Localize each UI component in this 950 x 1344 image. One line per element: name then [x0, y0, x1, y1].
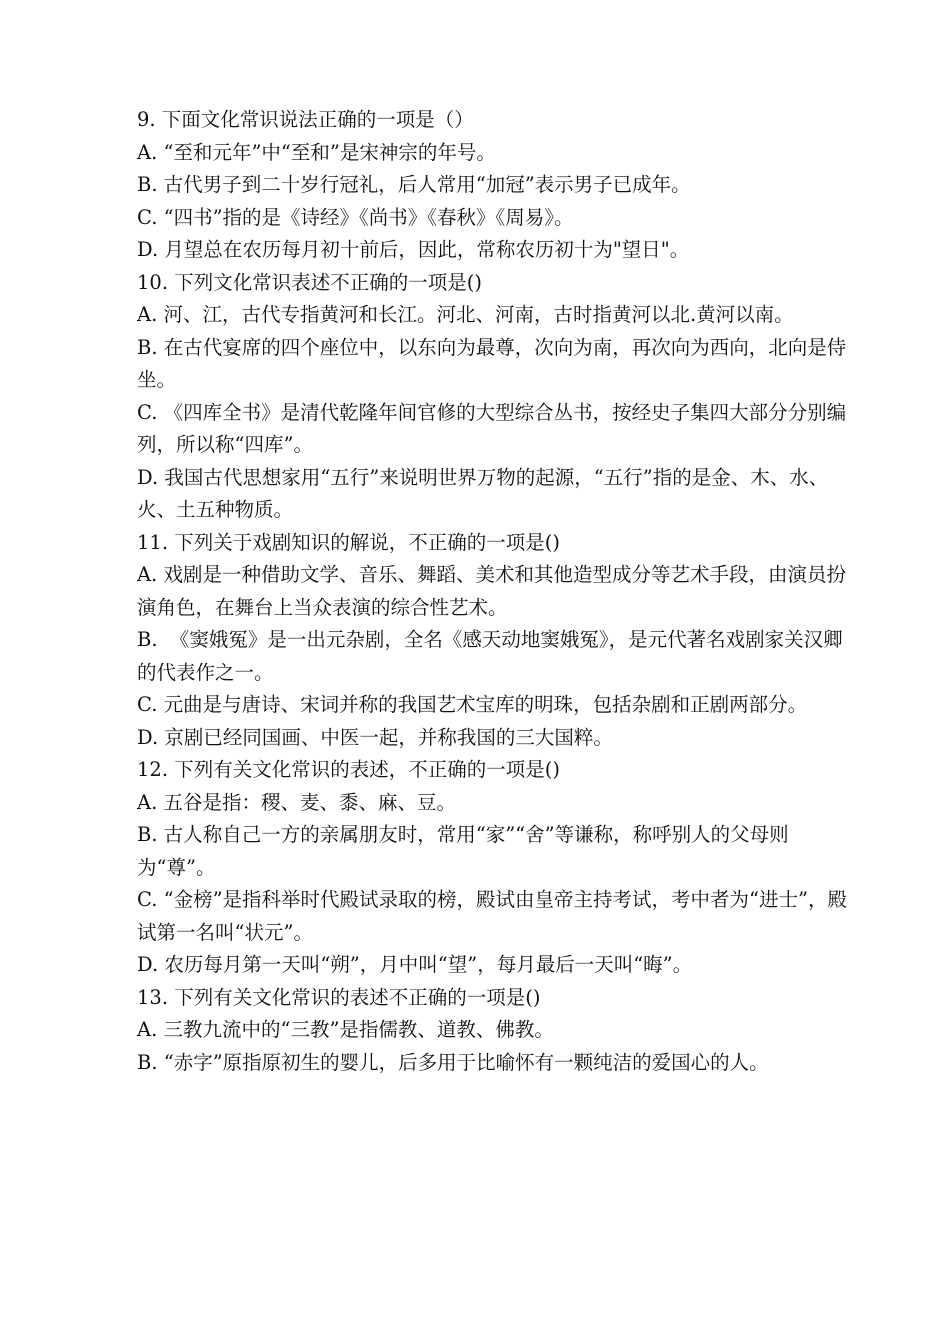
question-13 [137, 982, 850, 1080]
option-b: B. “赤字”原指原初生的婴儿，后多用于比喻怀有一颗纯洁的爱国心的人。 [137, 1050, 769, 1074]
question-9 [137, 104, 850, 267]
option-b: B. 《窦娥冤》是一出元杂剧，全名《感天动地窦娥冤》，是元代著名戏剧家关汉卿的代表作之一。 [137, 628, 843, 684]
question-stem: 9. 下面文化常识说法正确的一项是（） [137, 108, 474, 131]
question-stem: 13. 下列有关文化常识的表述不正确的一项是() [137, 985, 541, 1009]
option-d: D. 月望总在农历每月初十前后，因此，常称农历初十为"望日"。 [137, 238, 690, 261]
option-d: D. 京剧已经同国画、中医一起，并称我国的三大国粹。 [137, 725, 613, 749]
option-c: C. “金榜”是指科举时代殿试录取的榜，殿试由皇帝主持考试，考中者为“进士”，殿试第一名叫“状元”。 [137, 888, 847, 944]
option-a: A. 三教九流中的“三教”是指儒教、道教、佛教。 [137, 1018, 554, 1041]
option-a: A. 五谷是指：稷、麦、黍、麻、豆。 [137, 790, 456, 814]
question-10 [137, 267, 850, 527]
option-c: C. “四书”指的是《诗经》《尚书》《春秋》《周易》。 [137, 205, 574, 229]
question-stem: 12. 下列有关文化常识的表述，不正确的一项是() [137, 758, 560, 781]
option-c: C. 元曲是与唐诗、宋词并称的我国艺术宝库的明珠，包括杂剧和正剧两部分。 [137, 693, 808, 716]
question-stem: 11. 下列关于戏剧知识的解说，不正确的一项是() [137, 530, 560, 554]
option-b: B. 在古代宴席的四个座位中，以东向为最尊，次向为南，再次向为西向，北向是侍坐。 [137, 335, 847, 391]
option-a: A. 戏剧是一种借助文学、音乐、舞蹈、美术和其他造型成分等艺术手段，由演员扮演角色，在舞台上当众表演的综合性艺术。 [137, 563, 846, 619]
option-a: A. 河、江，古代专指黄河和长江。河北、河南，古时指黄河以北.黄河以南。 [137, 303, 794, 326]
question-12 [137, 754, 850, 982]
option-a: A. “至和元年”中“至和”是宋神宗的年号。 [137, 140, 496, 164]
question-11 [137, 527, 850, 755]
question-stem: 10. 下列文化常识表述不正确的一项是() [137, 270, 482, 294]
option-d: D. 我国古代思想家用“五行”来说明世界万物的起源，“五行”指的是金、木、水、火、土五种物质。 [137, 465, 829, 521]
option-d: D. 农历每月第一天叫“朔”，月中叫“望”，每月最后一天叫“晦”。 [137, 953, 693, 976]
option-b: B. 古人称自己一方的亲属朋友时，常用“家”“舍”等谦称，称呼别人的父母则为“尊”。 [137, 823, 789, 879]
option-c: C. 《四库全书》是清代乾隆年间官修的大型综合丛书，按经史子集四大部分分别编列，所以称“四库”。 [137, 400, 847, 456]
option-b: B. 古代男子到二十岁行冠礼，后人常用“加冠”表示男子已成年。 [137, 173, 691, 196]
